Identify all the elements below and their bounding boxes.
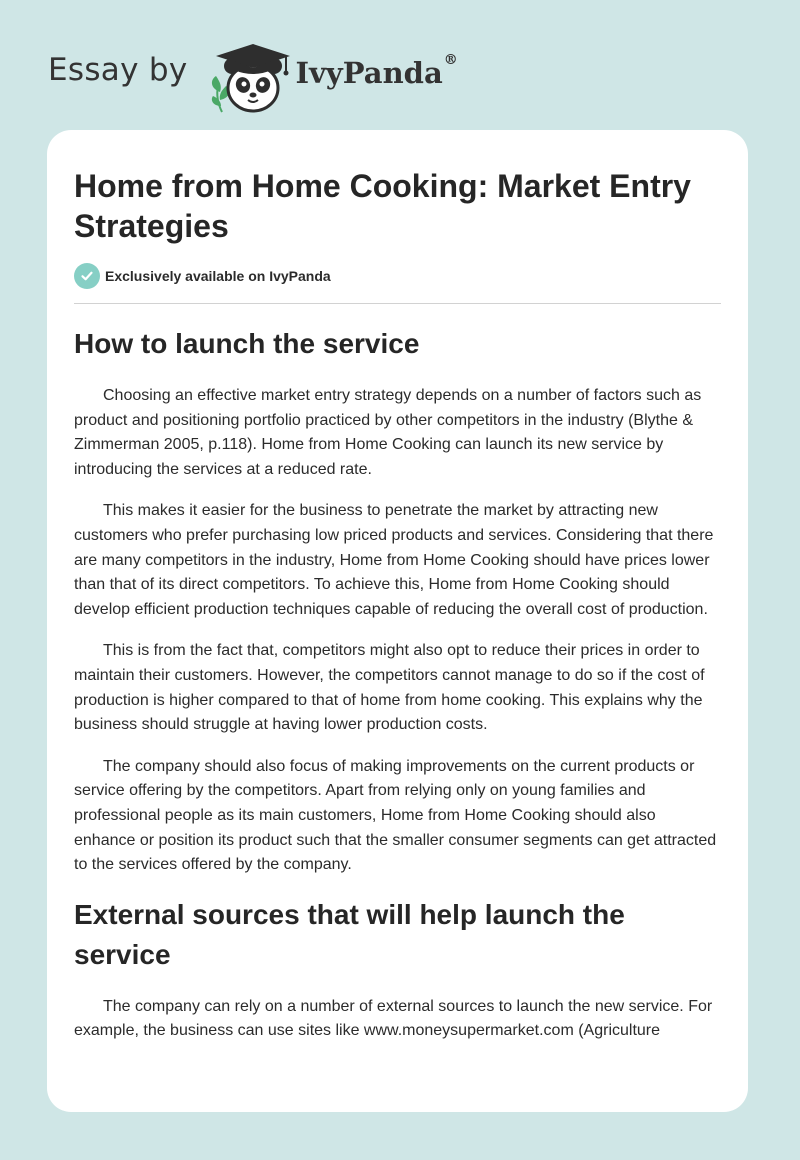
exclusive-badge: [74, 263, 721, 289]
paragraph: Choosing an effective market entry strategy depends on a number of factors such as product and positioning portfolio practiced by other competitors in the industry (Blythe & Zimmerman 2005, p.118). Home from Home Cooking can launch its new service by introducing the services at a reduced rate.: [74, 387, 702, 478]
paragraph: This is from the fact that, competitors might also opt to reduce their prices in order to maintain their customers. However, the competitors cannot manage to do so if the cost of production is higher compared to that of home from home cooking. This explains why the business should struggle at having lower production costs.: [74, 642, 705, 734]
badge-text: Exclusively available on IvyPanda: [105, 268, 331, 284]
divider: [74, 303, 721, 304]
check-circle-icon: [74, 263, 100, 289]
brand-header: [48, 36, 458, 116]
section-external-sources: [74, 895, 721, 1044]
section-heading: External sources that will help launch the service: [74, 898, 625, 970]
brand-name-text: IvyPanda: [295, 56, 443, 90]
page-title: Home from Home Cooking: Market Entry Strategies: [74, 168, 691, 244]
paragraph: This makes it easier for the business to penetrate the market by attracting new customers who prefer purchasing low priced products and services. Considering that there are many competitors in the industry, Home from Home Cooking should have prices lower than that of its direct competitors. To achieve this, Home from Home Cooking should develop efficient production techniques capable of reducing the overall cost of production.: [74, 502, 714, 618]
essay-card: [47, 130, 748, 1112]
section-heading: How to launch the service: [74, 328, 420, 359]
paragraph: The company can rely on a number of external sources to launch the new service. For example, the business can use sites like www.moneysupermarket.com (Agriculture: [74, 997, 713, 1040]
brand-name: [295, 52, 458, 90]
panda-logo-icon: [204, 36, 294, 116]
brand-prefix: Essay by: [48, 52, 188, 88]
registered-mark: ®: [443, 52, 458, 68]
paragraph: The company should also focus of making improvements on the current products or service offering by the competitors. Apart from relying only on young families and professional people as its main customers, Home from Home Cooking should also enhance or position its product such that the smaller consumer segments can get attracted to the services offered by the company.: [74, 757, 717, 874]
section-how-to-launch: [74, 324, 721, 878]
